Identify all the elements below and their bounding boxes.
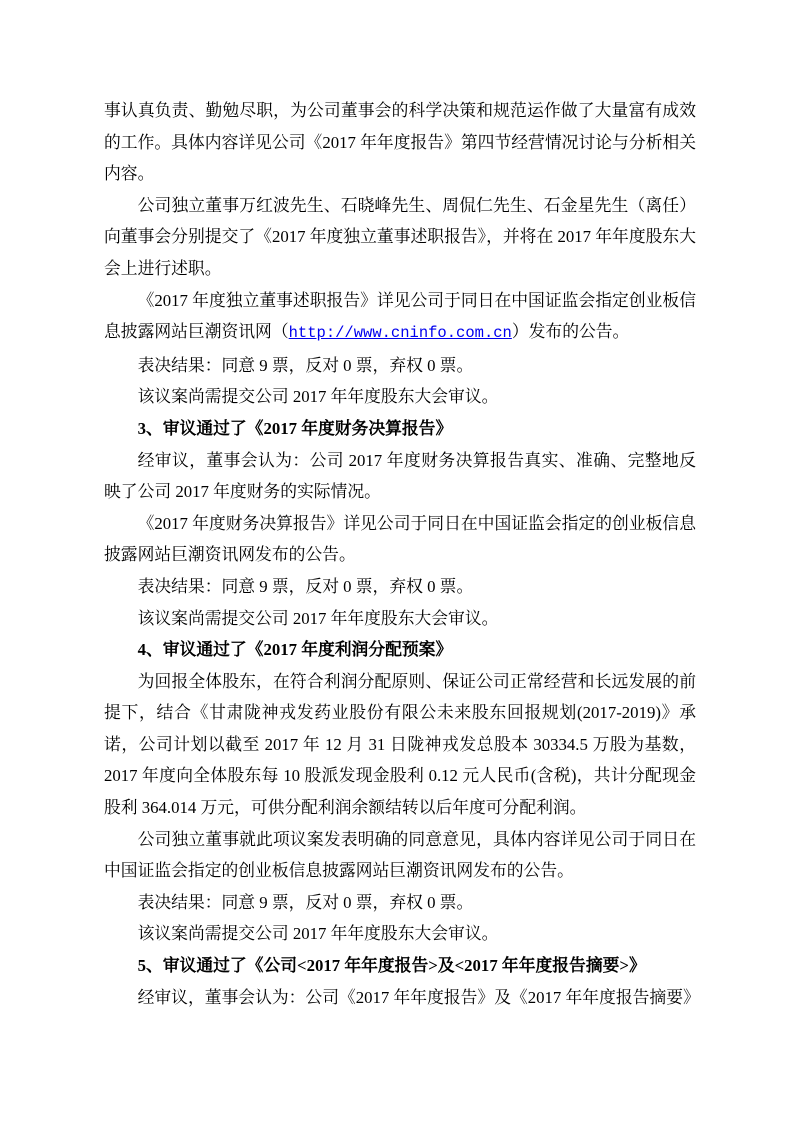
paragraph: 公司独立董事就此项议案发表明确的同意意见，具体内容详见公司于同日在中国证监会指定的创业板信息披露网站巨潮资讯网发布的公告。 bbox=[104, 829, 696, 881]
paragraph: 表决结果：同意 9 票，反对 0 票，弃权 0 票。 bbox=[137, 355, 474, 375]
paragraph: 该议案尚需提交公司 2017 年年度股东大会审议。 bbox=[137, 924, 499, 944]
cninfo-link[interactable]: http://www.cninfo.com.cn bbox=[288, 324, 512, 343]
paragraph: 为回报全体股东，在符合利润分配原则、保证公司正常经营和长远发展的前提下，结合《甘肃陇神戎发药业股份有限公未来股东回报规划(2017-2019)》承诺，公司计划以截至 2017 年 12 月 31 日陇神戎发总股本 30334.5 万股为基数，2017 年度向全体股东每 10 股派发现金股利 0.12 元人民币(含税)，共计分配现金股利 364.014 万元，可供分配利润余额结转以后年度可分配利润。 bbox=[104, 671, 696, 818]
paragraph bbox=[104, 285, 696, 350]
paragraph: 该议案尚需提交公司 2017 年年度股东大会审议。 bbox=[137, 608, 499, 628]
paragraph: 经审议，董事会认为：公司《2017 年年度报告》及《2017 年年度报告摘要》 bbox=[137, 987, 700, 1007]
section-heading: 4、审议通过了《2017 年度利润分配预案》 bbox=[137, 640, 453, 660]
paragraph: 公司独立董事万红波先生、石晓峰先生、周侃仁先生、石金星先生（离任）向董事会分别提交了《2017 年度独立董事述职报告》，并将在 2017 年年度股东大会上进行述职。 bbox=[104, 195, 696, 278]
paragraph: 经审议，董事会认为：公司 2017 年度财务决算报告真实、准确、完整地反映了公司 2017 年度财务的实际情况。 bbox=[104, 450, 696, 502]
paragraph: 事认真负责、勤勉尽职，为公司董事会的科学决策和规范运作做了大量富有成效的工作。具体内容详见公司《2017 年年度报告》第四节经营情况讨论与分析相关内容。 bbox=[104, 101, 696, 184]
paragraph: 表决结果：同意 9 票，反对 0 票，弃权 0 票。 bbox=[137, 892, 474, 912]
section-heading: 3、审议通过了《2017 年度财务决算报告》 bbox=[137, 418, 453, 438]
paragraph-text: 《2017 年度独立董事述职报告》详见公司于同日在中国证监会指定创业板信息披露网站巨潮资讯网（ bbox=[104, 290, 696, 342]
paragraph: 该议案尚需提交公司 2017 年年度股东大会审议。 bbox=[137, 387, 499, 407]
paragraph-text: ）发布的公告。 bbox=[511, 322, 630, 342]
paragraph: 表决结果：同意 9 票，反对 0 票，弃权 0 票。 bbox=[137, 576, 474, 596]
document-content bbox=[104, 95, 700, 1013]
section-heading: 5、审议通过了《公司<2017 年年度报告>及<2017 年年度报告摘要>》 bbox=[137, 956, 646, 976]
paragraph: 《2017 年度财务决算报告》详见公司于同日在中国证监会指定的创业板信息披露网站巨潮资讯网发布的公告。 bbox=[104, 513, 696, 565]
